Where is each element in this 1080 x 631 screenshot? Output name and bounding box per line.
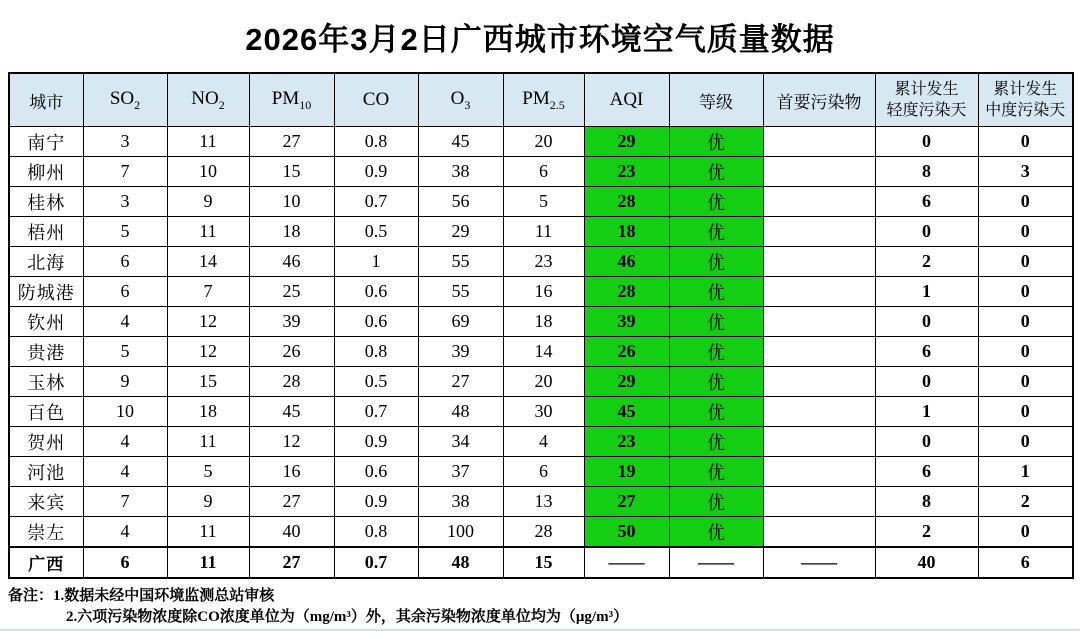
cell-o3: 38 — [418, 487, 503, 517]
cell-co: 0.8 — [334, 517, 418, 548]
cell-so2: 4 — [83, 517, 167, 548]
cell-no2: 14 — [167, 247, 249, 277]
cell-no2: 5 — [167, 457, 249, 487]
cell-light-days: 6 — [875, 457, 978, 487]
cell-aqi: 19 — [584, 457, 669, 487]
cell-no2: 18 — [167, 397, 249, 427]
cell-no2: 10 — [167, 157, 249, 187]
table-row — [9, 517, 1073, 548]
cell-pm25: 6 — [503, 157, 584, 187]
cell-aqi: 28 — [584, 277, 669, 307]
cell-light-days: 0 — [875, 127, 978, 157]
col-header-no2: $NO_2$ — [167, 73, 249, 127]
cell-pm25: 30 — [503, 397, 584, 427]
note-line-2: 2.六项污染物浓度除CO浓度单位为（mg/m³）外，其余污染物浓度单位均为（μg/m³） — [66, 609, 629, 625]
cell-no2: 11 — [167, 127, 249, 157]
cell-no2: 12 — [167, 337, 249, 367]
cell-aqi: 46 — [584, 247, 669, 277]
cell-o3: 27 — [418, 367, 503, 397]
table-row — [9, 337, 1073, 367]
cell-so2: 3 — [83, 127, 167, 157]
col-header-pollutant: 首要污染物 — [763, 73, 875, 127]
cell-no2: 9 — [167, 187, 249, 217]
table-row — [9, 127, 1073, 157]
cell-moderate-days: 0 — [978, 427, 1073, 457]
col-header-co: CO — [334, 73, 418, 127]
cell-city: 钦州 — [9, 307, 83, 337]
cell-grade: 优 — [669, 457, 763, 487]
cell-pm25: 5 — [503, 187, 584, 217]
cell-city: 广西 — [9, 547, 83, 578]
cell-moderate-days: 0 — [978, 247, 1073, 277]
cell-no2: 11 — [167, 217, 249, 247]
cell-so2: 6 — [83, 547, 167, 578]
cell-no2: 15 — [167, 367, 249, 397]
cell-aqi: 39 — [584, 307, 669, 337]
cell-pm25: 28 — [503, 517, 584, 548]
cell-pm25: 18 — [503, 307, 584, 337]
table-row — [9, 187, 1073, 217]
cell-light-days: 8 — [875, 157, 978, 187]
cell-pm25: 6 — [503, 457, 584, 487]
col-header-o3: $O_3$ — [418, 73, 503, 127]
cell-so2: 5 — [83, 217, 167, 247]
cell-o3: 37 — [418, 457, 503, 487]
summary-row — [9, 547, 1073, 578]
cell-pm10: 39 — [249, 307, 334, 337]
cell-o3: 56 — [418, 187, 503, 217]
cell-aqi: 18 — [584, 217, 669, 247]
table-row — [9, 367, 1073, 397]
cell-grade: 优 — [669, 277, 763, 307]
cell-pollutant — [763, 187, 875, 217]
col-header-grade: 等级 — [669, 73, 763, 127]
cell-pm10: 18 — [249, 217, 334, 247]
notes-label: 备注： — [8, 588, 54, 604]
cell-pm10: 40 — [249, 517, 334, 548]
cell-light-days: 0 — [875, 367, 978, 397]
cell-pollutant — [763, 427, 875, 457]
cell-pollutant — [763, 247, 875, 277]
cell-so2: 6 — [83, 247, 167, 277]
cell-pm25: 20 — [503, 127, 584, 157]
cell-co: 0.7 — [334, 187, 418, 217]
cell-light-days: 2 — [875, 517, 978, 548]
cell-pollutant — [763, 517, 875, 548]
cell-pollutant — [763, 337, 875, 367]
table-row — [9, 457, 1073, 487]
cell-no2: 7 — [167, 277, 249, 307]
cell-grade: 优 — [669, 487, 763, 517]
cell-co: 0.8 — [334, 337, 418, 367]
cell-o3: 45 — [418, 127, 503, 157]
cell-grade: 优 — [669, 427, 763, 457]
col-header-pm10: $PM_{10}$ — [249, 73, 334, 127]
col-header-light-days: 累计发生 轻度污染天 — [875, 73, 978, 127]
cell-grade: 优 — [669, 307, 763, 337]
cell-pm25: 20 — [503, 367, 584, 397]
cell-so2: 6 — [83, 277, 167, 307]
cell-pm10: 15 — [249, 157, 334, 187]
cell-pm10: 27 — [249, 547, 334, 578]
cell-pm10: 25 — [249, 277, 334, 307]
cell-moderate-days: 0 — [978, 127, 1073, 157]
cell-pollutant — [763, 307, 875, 337]
cell-city: 北海 — [9, 247, 83, 277]
cell-pm10: 26 — [249, 337, 334, 367]
header-row — [9, 73, 1073, 127]
cell-pollutant — [763, 367, 875, 397]
cell-aqi: 50 — [584, 517, 669, 548]
cell-so2: 10 — [83, 397, 167, 427]
cell-grade: 优 — [669, 187, 763, 217]
cell-grade: —— — [669, 547, 763, 578]
cell-o3: 48 — [418, 397, 503, 427]
cell-city: 柳州 — [9, 157, 83, 187]
table-row — [9, 247, 1073, 277]
cell-o3: 55 — [418, 277, 503, 307]
cell-pollutant: —— — [763, 547, 875, 578]
cell-city: 梧州 — [9, 217, 83, 247]
cell-o3: 48 — [418, 547, 503, 578]
cell-city: 防城港 — [9, 277, 83, 307]
cell-no2: 9 — [167, 487, 249, 517]
cell-o3: 34 — [418, 427, 503, 457]
cell-grade: 优 — [669, 517, 763, 548]
cell-so2: 4 — [83, 427, 167, 457]
cell-city: 河池 — [9, 457, 83, 487]
cell-aqi: 27 — [584, 487, 669, 517]
cell-no2: 11 — [167, 427, 249, 457]
cell-pm10: 10 — [249, 187, 334, 217]
cell-co: 0.9 — [334, 157, 418, 187]
table-row — [9, 157, 1073, 187]
cell-pm25: 23 — [503, 247, 584, 277]
cell-co: 0.6 — [334, 277, 418, 307]
cell-moderate-days: 0 — [978, 337, 1073, 367]
cell-city: 玉林 — [9, 367, 83, 397]
cell-light-days: 40 — [875, 547, 978, 578]
col-header-so2: $SO_2$ — [83, 73, 167, 127]
cell-city: 南宁 — [9, 127, 83, 157]
cell-co: 0.7 — [334, 547, 418, 578]
cell-so2: 4 — [83, 307, 167, 337]
cell-o3: 55 — [418, 247, 503, 277]
table-row — [9, 397, 1073, 427]
cell-moderate-days: 1 — [978, 457, 1073, 487]
cell-light-days: 1 — [875, 397, 978, 427]
cell-co: 0.6 — [334, 307, 418, 337]
cell-no2: 11 — [167, 517, 249, 548]
cell-pm10: 16 — [249, 457, 334, 487]
table-row — [9, 487, 1073, 517]
cell-grade: 优 — [669, 337, 763, 367]
cell-moderate-days: 0 — [978, 217, 1073, 247]
cell-light-days: 0 — [875, 307, 978, 337]
cell-co: 0.6 — [334, 457, 418, 487]
cell-o3: 39 — [418, 337, 503, 367]
cell-so2: 7 — [83, 487, 167, 517]
cell-pollutant — [763, 397, 875, 427]
cell-city: 贵港 — [9, 337, 83, 367]
cell-co: 1 — [334, 247, 418, 277]
cell-co: 0.5 — [334, 217, 418, 247]
cell-aqi: 23 — [584, 157, 669, 187]
cell-pollutant — [763, 277, 875, 307]
cell-so2: 3 — [83, 187, 167, 217]
air-quality-table — [8, 72, 1074, 579]
cell-city: 百色 — [9, 397, 83, 427]
cell-co: 0.7 — [334, 397, 418, 427]
cell-o3: 100 — [418, 517, 503, 548]
note-line-1 — [8, 586, 1080, 607]
col-header-pm25: $PM_{2.5}$ — [503, 73, 584, 127]
cell-co: 0.8 — [334, 127, 418, 157]
cell-grade: 优 — [669, 367, 763, 397]
page-title: 2026年3月2日广西城市环境空气质量数据 — [245, 21, 835, 57]
cell-pm25: 16 — [503, 277, 584, 307]
cell-grade: 优 — [669, 247, 763, 277]
cell-pollutant — [763, 457, 875, 487]
cell-aqi: 45 — [584, 397, 669, 427]
cell-light-days: 0 — [875, 217, 978, 247]
cell-city: 来宾 — [9, 487, 83, 517]
table-row — [9, 217, 1073, 247]
cell-aqi: 28 — [584, 187, 669, 217]
cell-light-days: 1 — [875, 277, 978, 307]
table-row — [9, 277, 1073, 307]
cell-o3: 29 — [418, 217, 503, 247]
cell-pm25: 11 — [503, 217, 584, 247]
cell-moderate-days: 2 — [978, 487, 1073, 517]
cell-aqi: 23 — [584, 427, 669, 457]
cell-pollutant — [763, 127, 875, 157]
table-body — [9, 127, 1073, 579]
cell-light-days: 0 — [875, 427, 978, 457]
cell-pm25: 15 — [503, 547, 584, 578]
cell-co: 0.9 — [334, 487, 418, 517]
cell-pm25: 4 — [503, 427, 584, 457]
cell-grade: 优 — [669, 217, 763, 247]
cell-light-days: 6 — [875, 187, 978, 217]
cell-grade: 优 — [669, 127, 763, 157]
cell-o3: 69 — [418, 307, 503, 337]
cell-moderate-days: 3 — [978, 157, 1073, 187]
cell-pm10: 27 — [249, 127, 334, 157]
cell-light-days: 6 — [875, 337, 978, 367]
cell-moderate-days: 0 — [978, 517, 1073, 548]
cell-city: 桂林 — [9, 187, 83, 217]
table-row — [9, 427, 1073, 457]
cell-moderate-days: 0 — [978, 367, 1073, 397]
cell-so2: 7 — [83, 157, 167, 187]
cell-grade: 优 — [669, 157, 763, 187]
cell-no2: 11 — [167, 547, 249, 578]
cell-so2: 4 — [83, 457, 167, 487]
note-1-text: 1.数据未经中国环境监测总站审核 — [53, 588, 275, 604]
cell-moderate-days: 0 — [978, 397, 1073, 427]
cell-moderate-days: 0 — [978, 187, 1073, 217]
cell-pollutant — [763, 487, 875, 517]
cell-o3: 38 — [418, 157, 503, 187]
cell-city: 崇左 — [9, 517, 83, 548]
cell-pm25: 14 — [503, 337, 584, 367]
col-header-moderate-days: 累计发生 中度污染天 — [978, 73, 1073, 127]
cell-moderate-days: 0 — [978, 277, 1073, 307]
notes — [8, 586, 1080, 628]
cell-pm25: 13 — [503, 487, 584, 517]
cell-grade: 优 — [669, 397, 763, 427]
cell-moderate-days: 0 — [978, 307, 1073, 337]
cell-aqi: 26 — [584, 337, 669, 367]
cell-light-days: 8 — [875, 487, 978, 517]
cell-no2: 12 — [167, 307, 249, 337]
cell-pollutant — [763, 157, 875, 187]
cell-pollutant — [763, 217, 875, 247]
table-row — [9, 307, 1073, 337]
cell-light-days: 2 — [875, 247, 978, 277]
cell-pm10: 27 — [249, 487, 334, 517]
cell-moderate-days: 6 — [978, 547, 1073, 578]
cell-city: 贺州 — [9, 427, 83, 457]
cell-pm10: 45 — [249, 397, 334, 427]
col-header-city: 城市 — [9, 73, 83, 127]
cell-pm10: 12 — [249, 427, 334, 457]
cell-so2: 5 — [83, 337, 167, 367]
cell-so2: 9 — [83, 367, 167, 397]
cell-aqi: 29 — [584, 367, 669, 397]
cell-pm10: 28 — [249, 367, 334, 397]
col-header-aqi: AQI — [584, 73, 669, 127]
cell-co: 0.9 — [334, 427, 418, 457]
cell-co: 0.5 — [334, 367, 418, 397]
cell-pm10: 46 — [249, 247, 334, 277]
cell-aqi: —— — [584, 547, 669, 578]
cell-aqi: 29 — [584, 127, 669, 157]
